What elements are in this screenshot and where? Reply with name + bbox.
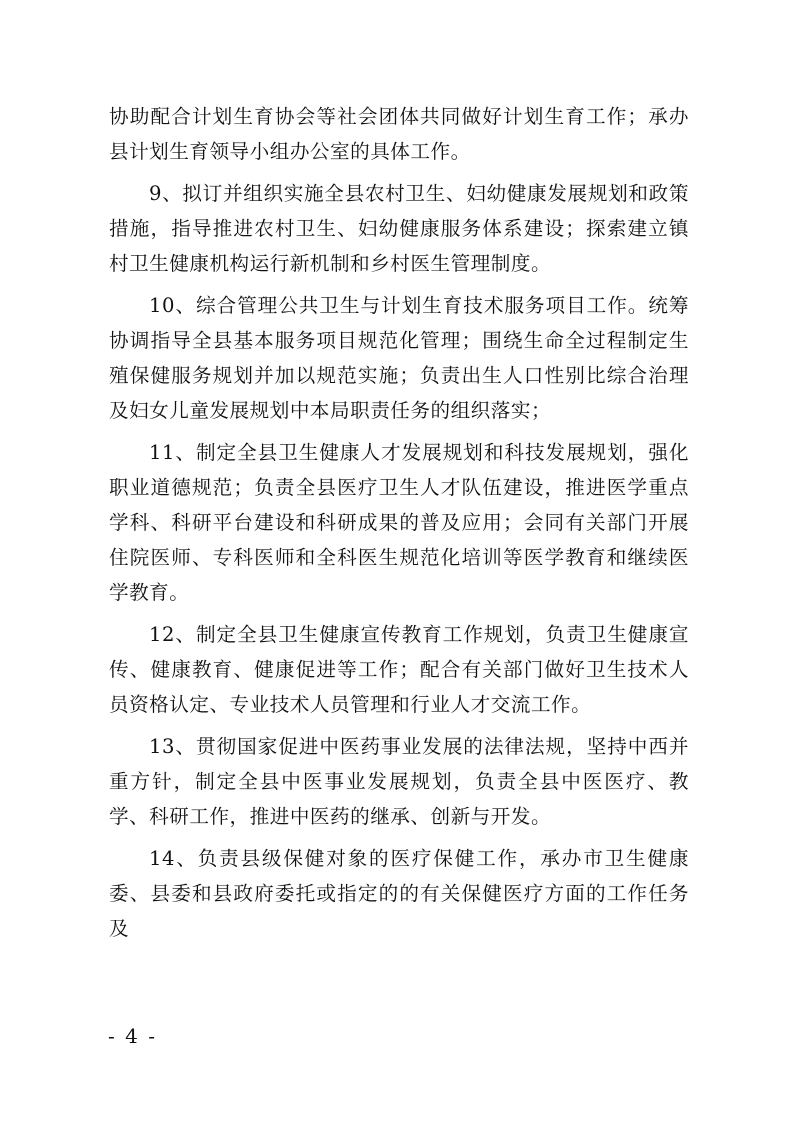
paragraph-item-10: 10、综合管理公共卫生与计划生育技术服务项目工作。统筹协调指导全县基本服务项目规范化管理；围绕生命全过程制定生殖保健服务规划并加以规范实施；负责出生人口性别比综合治理及妇女儿童发展规划中本局职责任务的组织落实； (109, 294, 689, 422)
paragraph-item-9: 9、拟订并组织实施全县农村卫生、妇幼健康发展规划和政策措施，指导推进农村卫生、妇幼健康服务体系建设；探索建立镇村卫生健康机构运行新机制和乡村医生管理制度。 (109, 182, 689, 275)
paragraph-item-14: 14、负责县级保健对象的医疗保健工作，承办市卫生健康委、县委和县政府委托或指定的的有关保健医疗方面的工作任务及 (109, 847, 689, 940)
paragraph-item-12: 12、制定全县卫生健康宣传教育工作规划，负责卫生健康宣传、健康教育、健康促进等工作；配合有关部门做好卫生技术人员资格认定、专业技术人员管理和行业人才交流工作。 (109, 623, 689, 716)
page-number: - 4 - (108, 1024, 157, 1048)
paragraph-item-13: 13、贯彻国家促进中医药事业发展的法律法规，坚持中西并重方针，制定全县中医事业发展规划，负责全县中医医疗、教学、科研工作，推进中医药的继承、创新与开发。 (109, 735, 689, 828)
body-text (109, 99, 689, 946)
paragraph-continued: 协助配合计划生育协会等社会团体共同做好计划生育工作；承办县计划生育领导小组办公室的具体工作。 (109, 105, 689, 163)
paragraph-item-11: 11、制定全县卫生健康人才发展规划和科技发展规划，强化职业道德规范；负责全县医疗卫生人才队伍建设，推进医学重点学科、科研平台建设和科研成果的普及应用；会同有关部门开展住院医师、专科医师和全科医生规范化培训等医学教育和继续医学教育。 (109, 441, 689, 604)
